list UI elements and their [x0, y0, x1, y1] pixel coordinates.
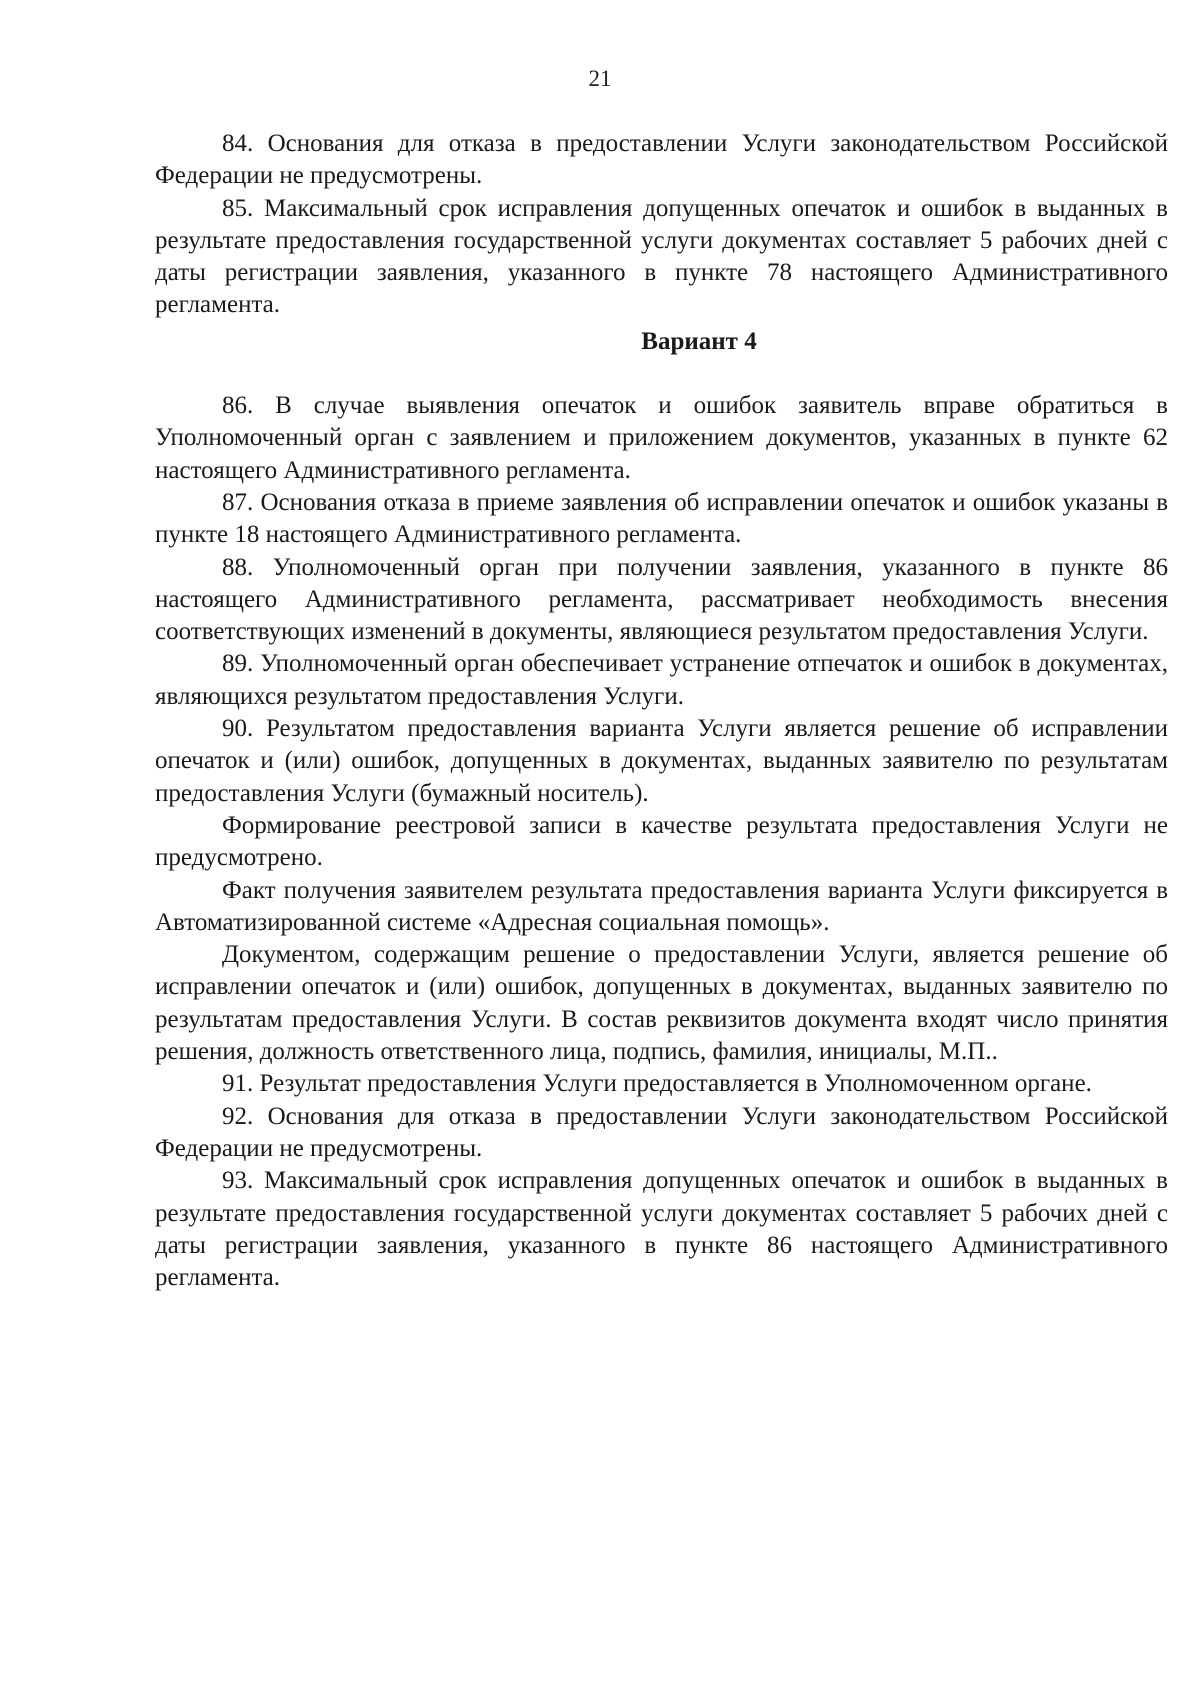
- document-body: [155, 128, 1168, 1294]
- paragraph-90: 90. Результатом предоставления варианта Услуги является решение об исправлении опечаток и (или) ошибок, допущенных в документах, выданных заявителю по результатам предоставления Услуги (бумажный носитель).: [155, 715, 1168, 807]
- paragraph-89: 89. Уполномоченный орган обеспечивает устранение отпечаток и ошибок в документах, являющихся результатом предоставления Услуги.: [155, 650, 1168, 710]
- paragraph-registry-record: Формирование реестровой записи в качестве результата предоставления Услуги не предусмотрено.: [155, 811, 1168, 872]
- page-number: 21: [588, 66, 612, 91]
- section-heading-variant-4: Вариант 4: [641, 327, 757, 355]
- paragraph-result-fact: Факт получения заявителем результата предоставления варианта Услуги фиксируется в Автоматизированной системе «Адресная социальная помощь».: [155, 876, 1168, 936]
- paragraph-85: 85. Максимальный срок исправления допущенных опечаток и ошибок в выданных в результате предоставления государственной услуги документах составляет 5 рабочих дней с даты регистрации заявления, указанного в пункте 78 настоящего Административного регламента.: [155, 194, 1168, 319]
- paragraph-93: 93. Максимальный срок исправления допущенных опечаток и ошибок в выданных в результате предоставления государственной услуги документах составляет 5 рабочих дней с даты регистрации заявления, указанного в пункте 86 настоящего Административного регламента.: [155, 1167, 1168, 1292]
- paragraph-86: 86. В случае выявления опечаток и ошибок заявитель вправе обратиться в Уполномоченный орган с заявлением и приложением документов, указанных в пункте 62 настоящего Административного регламента.: [155, 392, 1168, 484]
- paragraph-92: 92. Основания для отказа в предоставлении Услуги законодательством Российской Федерации не предусмотрены.: [155, 1102, 1168, 1162]
- paragraph-87: 87. Основания отказа в приеме заявления об исправлении опечаток и ошибок указаны в пункте 18 настоящего Административного регламента.: [155, 488, 1168, 549]
- paragraph-84: 84. Основания для отказа в предоставлении Услуги законодательством Российской Федерации не предусмотрены.: [155, 130, 1168, 190]
- paragraph-91: 91. Результат предоставления Услуги предоставляется в Уполномоченном органе.: [222, 1070, 1092, 1098]
- paragraph-88: 88. Уполномоченный орган при получении заявления, указанного в пункте 86 настоящего Административного регламента, рассматривает необходимость внесения соответствующих изменений в документы, являющиеся результатом предоставления Услуги.: [155, 553, 1168, 646]
- paragraph-decision-document: Документом, содержащим решение о предоставлении Услуги, является решение об исправлении опечаток и (или) ошибок, допущенных в документах, выданных заявителю по результатам предоставления Услуги. В состав реквизитов документа входят число принятия решения, должность ответственного лица, подпись, фамилия, инициалы, М.П..: [155, 941, 1168, 1066]
